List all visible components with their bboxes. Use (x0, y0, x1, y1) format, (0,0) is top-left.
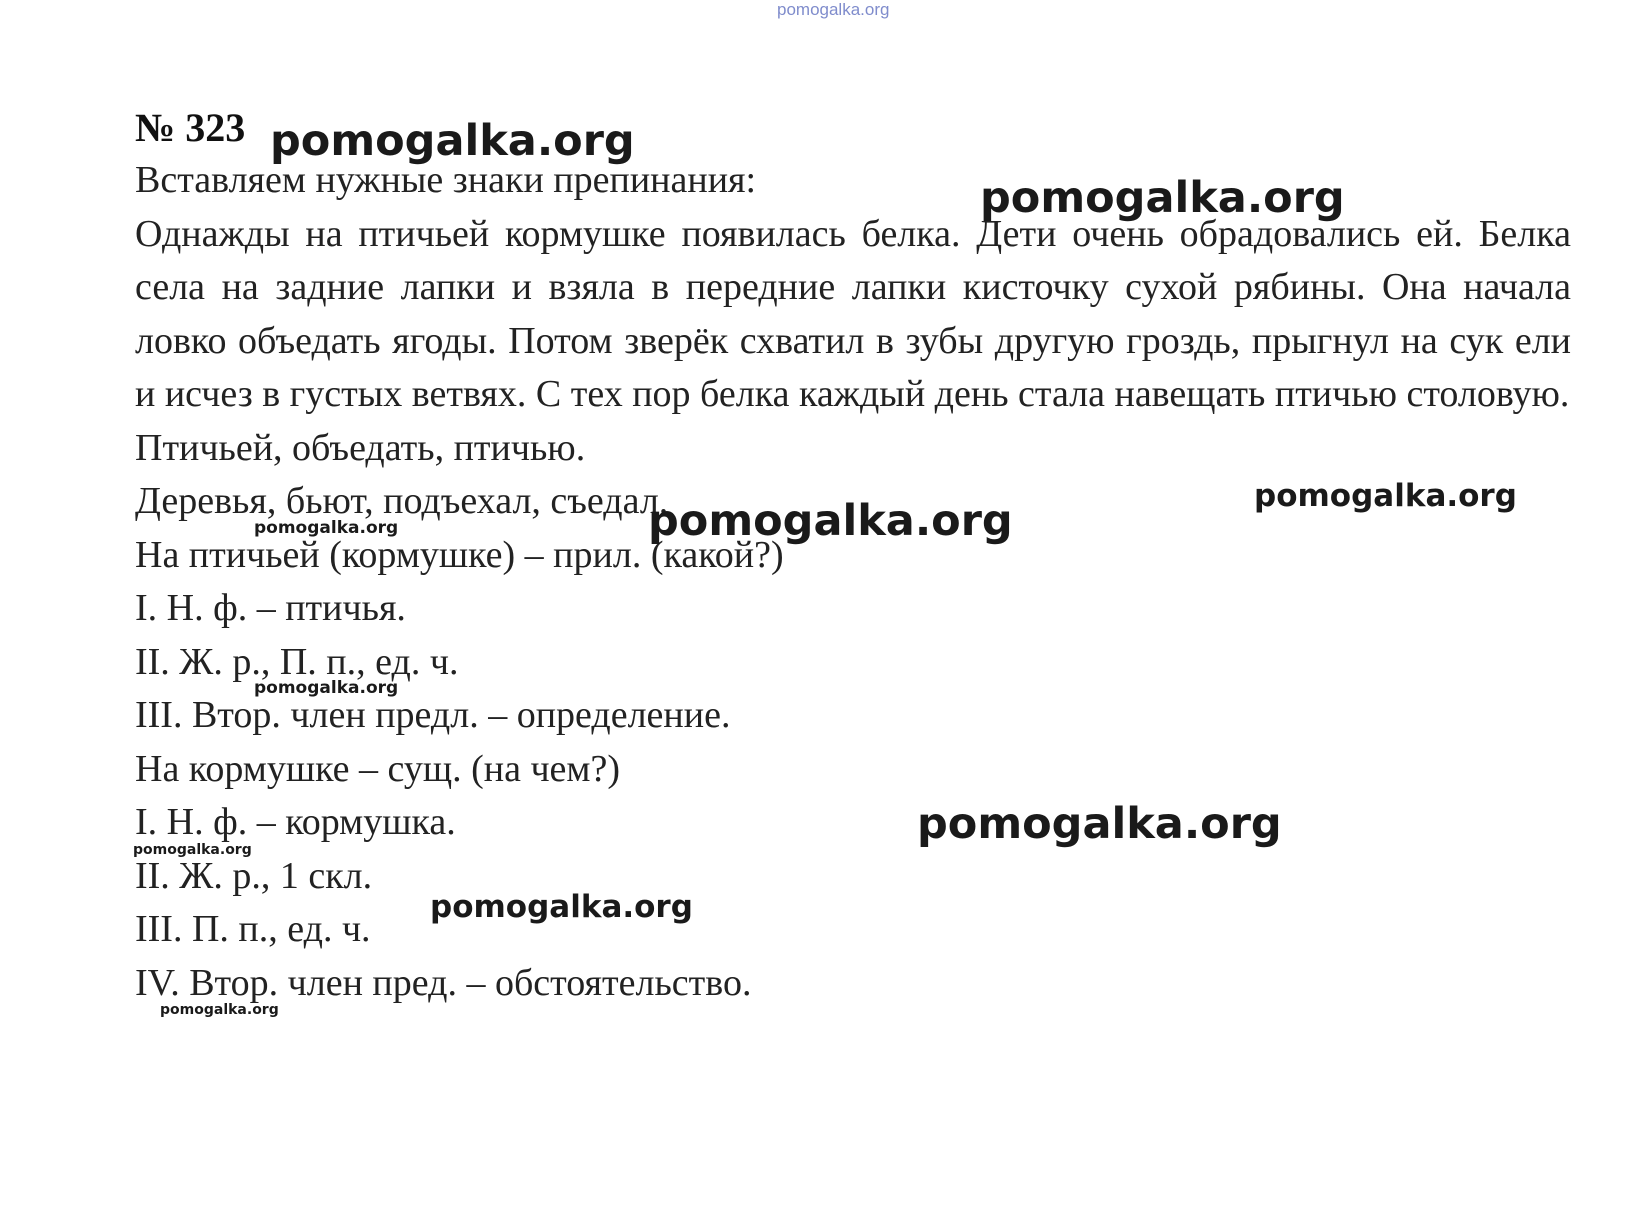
exercise-content (135, 102, 1571, 1010)
intro-line: Вставляем нужные знаки препинания: (135, 159, 757, 201)
text-line: III. Втор. член предл. – определение. (135, 694, 731, 736)
watermark: pomogalka.org (648, 496, 1013, 546)
text-line: Птичьей, объедать, птичью. (135, 426, 586, 469)
watermark: pomogalka.org (254, 518, 399, 538)
text-line: Деревья, бьют, подъехал, съедал. (135, 480, 669, 522)
text-line: На кормушке – сущ. (на чем?) (135, 747, 620, 790)
watermark: pomogalka.org (980, 173, 1345, 223)
header-watermark: pomogalka.org (777, 0, 890, 19)
text-line: I. Н. ф. – кормушка. (135, 801, 456, 843)
text-line: IV. Втор. член пред. – обстоятельство. (135, 961, 752, 1004)
watermark: pomogalka.org (270, 116, 635, 166)
watermark: pomogalka.org (1254, 478, 1517, 514)
text-line: I. Н. ф. – птичья. (135, 587, 406, 629)
dictation-paragraph: Однажды на птичьей кормушке появилась белка. Дети очень обрадовались ей. Белка села на задние лапки и взяла в передние лапки кисточку сухой рябины. Она начала ловко объедать ягоды. Потом зверёк схватил в зубы другую гроздь, прыгнул на сук ели и исчез в густых ветвях. С тех пор белка каждый день стала навещать птичью столовую. (135, 212, 1571, 415)
watermark: pomogalka.org (917, 799, 1282, 849)
watermark: pomogalka.org (160, 1002, 279, 1018)
text-line: II. Ж. р., 1 скл. (135, 854, 373, 897)
watermark: pomogalka.org (133, 842, 252, 858)
exercise-number: № 323 (135, 105, 246, 150)
text-line: III. П. п., ед. ч. (135, 908, 371, 950)
watermark: pomogalka.org (430, 889, 693, 925)
watermark: pomogalka.org (254, 678, 399, 698)
text-line: II. Ж. р., П. п., ед. ч. (135, 640, 459, 683)
text-line: На птичьей (кормушке) – прил. (какой?) (135, 533, 784, 576)
